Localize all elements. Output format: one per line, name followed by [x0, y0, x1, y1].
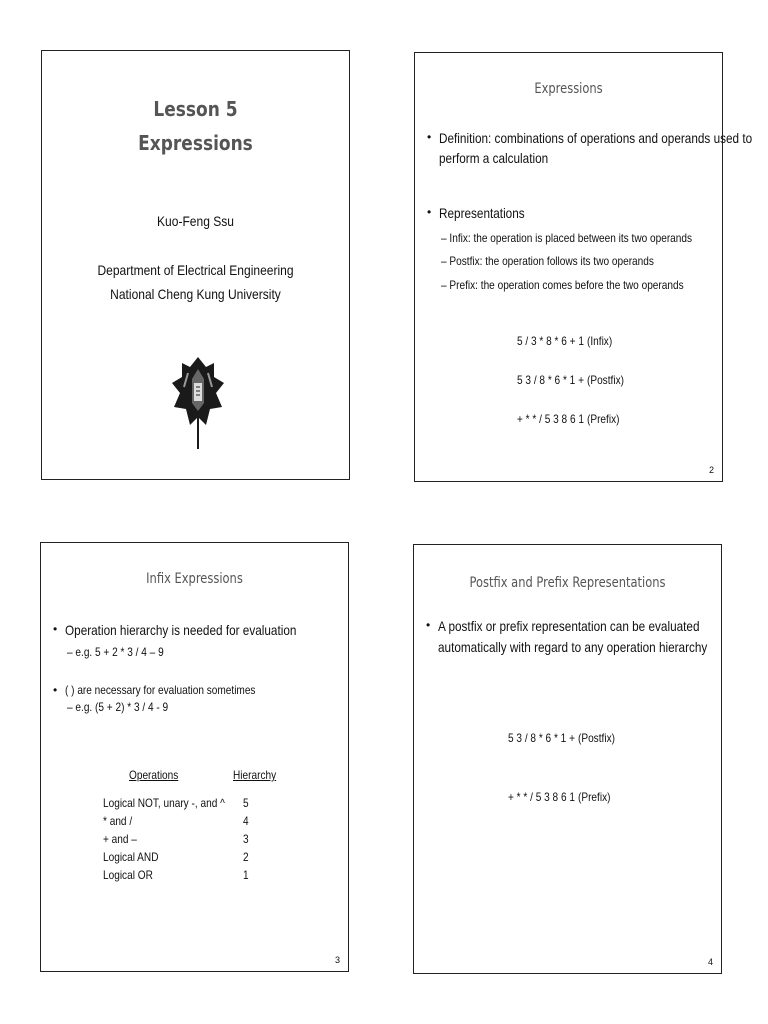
table-row-hierarchy: 2 [243, 850, 249, 864]
infix-description: – Infix: the operation is placed between its two operands [441, 231, 693, 245]
bullet-1-example: – e.g. 5 + 2 * 3 / 4 – 9 [67, 645, 164, 659]
slide-4 [413, 544, 722, 974]
example-kind: (Postfix) [587, 373, 624, 387]
page-number: 2 [708, 465, 714, 475]
representations-heading: Representations [439, 205, 525, 221]
table-row-operation: Logical AND [103, 850, 159, 864]
table-row-hierarchy: 4 [243, 814, 249, 828]
example-expression: 5 3 / 8 * 6 * 1 + [508, 731, 575, 745]
page-number: 4 [707, 957, 713, 967]
university-emblem-icon [170, 353, 226, 453]
author-name: Kuo-Feng Ssu [157, 213, 234, 229]
bullet-icon: • [427, 205, 432, 219]
bullet-icon: • [427, 130, 432, 144]
slide-3 [40, 542, 349, 972]
example-kind: (Prefix) [587, 412, 620, 426]
table-row-hierarchy: 1 [243, 868, 249, 882]
bullet-icon: • [53, 622, 58, 636]
bullet-2-example: – e.g. (5 + 2) * 3 / 4 - 9 [67, 700, 169, 714]
page-number: 3 [334, 955, 340, 965]
table-header-hierarchy: Hierarchy [233, 768, 277, 782]
table-row-hierarchy: 5 [243, 796, 249, 810]
slide-title: Postfix and Prefix Representations [469, 575, 666, 591]
bullet-line-1: A postfix or prefix representation can be evaluated [438, 618, 700, 634]
example-expression: + * * / 5 3 8 6 1 [508, 790, 575, 804]
table-row-operation: * and / [103, 814, 133, 828]
example-kind: (Postfix) [578, 731, 615, 745]
slide-1 [41, 50, 350, 480]
table-header-operations: Operations [129, 768, 179, 782]
bullet-icon: • [53, 683, 58, 697]
definition-line-2: perform a calculation [439, 150, 549, 166]
example-expression: + * * / 5 3 8 6 1 [517, 412, 584, 426]
table-row-hierarchy: 3 [243, 832, 249, 846]
example-expression: 5 / 3 * 8 * 6 + 1 [517, 334, 584, 348]
bullet-line-2: automatically with regard to any operation hierarchy [438, 639, 708, 655]
table-row-operation: Logical NOT, unary -, and ^ [103, 796, 225, 810]
example-kind: (Prefix) [578, 790, 611, 804]
table-row-operation: + and – [103, 832, 137, 846]
example-expression: 5 3 / 8 * 6 * 1 + [517, 373, 584, 387]
lesson-title: Lesson 5 [153, 97, 238, 121]
university: National Cheng Kung University [110, 286, 281, 302]
slide-2 [414, 52, 753, 482]
lesson-subtitle: Expressions [138, 131, 253, 155]
bullet-icon: • [426, 618, 431, 632]
slide-title: Expressions [534, 81, 603, 97]
example-kind: (Infix) [587, 334, 613, 348]
table-row-operation: Logical OR [103, 868, 153, 882]
definition-line-1: Definition: combinations of operations and operands used to [439, 130, 753, 146]
postfix-description: – Postfix: the operation follows its two operands [441, 254, 654, 268]
bullet-1-text: Operation hierarchy is needed for evaluation [65, 622, 297, 638]
slide-title: Infix Expressions [146, 571, 243, 587]
bullet-2-text: ( ) are necessary for evaluation sometimes [65, 683, 256, 697]
department: Department of Electrical Engineering [97, 262, 294, 278]
prefix-description: – Prefix: the operation comes before the two operands [441, 278, 684, 292]
